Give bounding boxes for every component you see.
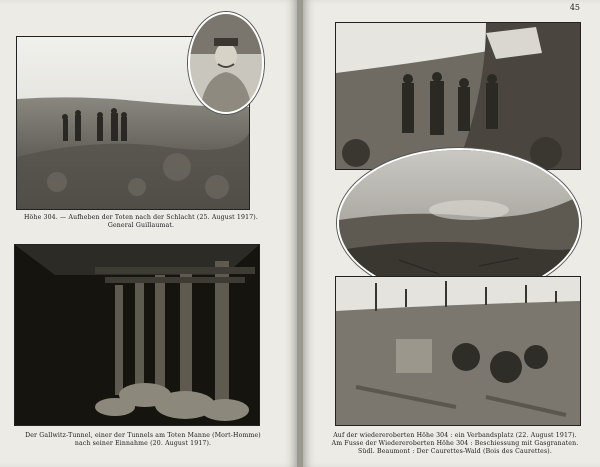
caption-gallwitz-tunnel (8, 432, 278, 448)
caption-line: Höhe 304. — Aufheben der Toten nach der Schlacht (25. August 1917). (24, 214, 258, 221)
caption-right-page (317, 432, 593, 456)
caption-line: Auf der wiedereroberten Höhe 304 : ein Verbandsplatz (22. August 1917). (333, 432, 577, 439)
page-number: 45 (569, 3, 580, 12)
left-page (0, 0, 297, 467)
caption-hill-304 (10, 214, 272, 230)
right-page (303, 0, 600, 467)
portrait-general-guillaumat (188, 12, 264, 114)
caption-line: nach seiner Einnahme (20. August 1917). (74, 440, 212, 447)
caption-line: Der Gallwitz-Tunnel, einer der Tunnels am Toten Manne (Mort-Homme) (25, 432, 261, 439)
photo-gallwitz-tunnel (14, 244, 260, 426)
photo-caurettes-wood (335, 276, 581, 426)
caption-line: Südl. Beaumont : Der Caurettes-Wald (Bois des Caurettes). (358, 448, 552, 455)
caption-line: General Guillaumat. (107, 222, 175, 229)
caption-line: Am Fusse der Wiedereroberten Höhe 304 : Beschiessung mit Gasgranaten. (331, 440, 579, 447)
